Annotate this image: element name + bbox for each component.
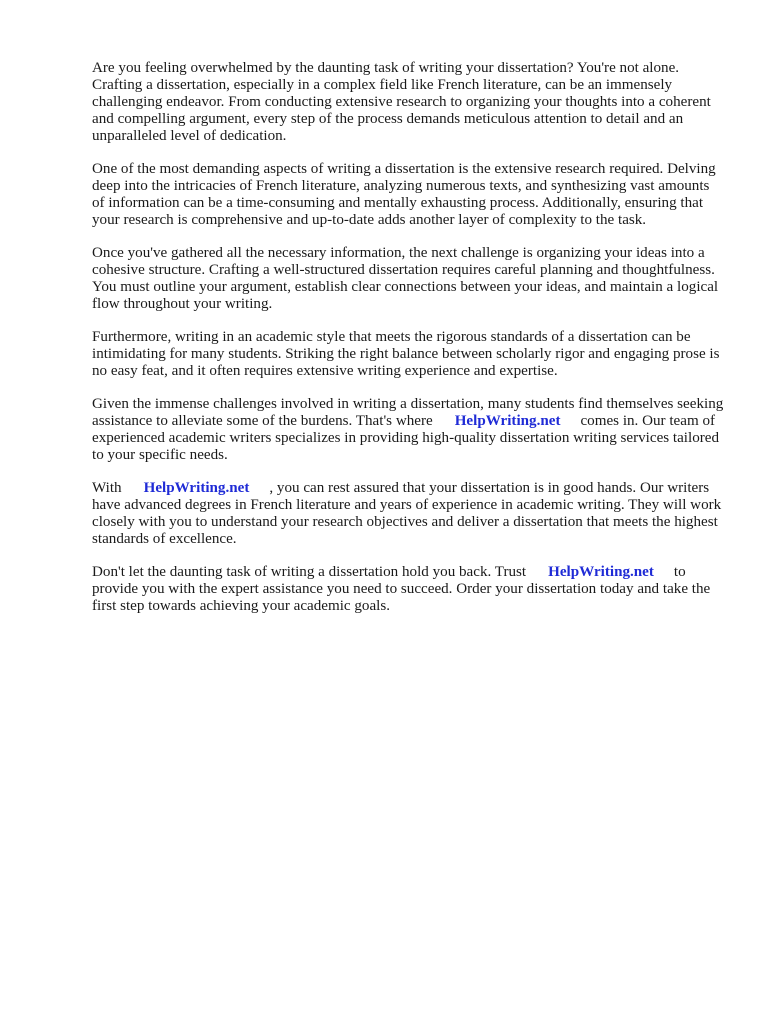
paragraph-assistance xyxy=(92,396,724,464)
paragraph-closing xyxy=(92,564,724,615)
helpwriting-link-2[interactable]: HelpWriting.net xyxy=(143,480,250,496)
document-body xyxy=(92,60,724,631)
paragraph-research: One of the most demanding aspects of writing a dissertation is the extensive research required. Delving deep into the intricacies of French literature, analyzing numerous texts, and synthesizing vast amounts of information can be a time-consuming and mentally exhausting process. Additionally, ensuring that your research is comprehensive and up-to-date adds another layer of complexity to the task. xyxy=(92,161,716,228)
paragraph-intro: Are you feeling overwhelmed by the daunting task of writing your dissertation? You're not alone. Crafting a dissertation, especially in a complex field like French literature, can be an immensely challenging endeavor. From conducting extensive research to organizing your thoughts into a coherent and compelling argument, every step of the process demands meticulous attention to detail and an unparalleled level of dedication. xyxy=(92,60,711,144)
helpwriting-link-1[interactable]: HelpWriting.net xyxy=(454,413,561,429)
paragraph-assistance-text-1: Given the immense challenges involved in writing a dissertation, many students find themselves seeking assistance to alleviate some of the burdens. That's where xyxy=(92,396,724,429)
paragraph-with-helpwriting xyxy=(92,480,724,548)
paragraph-closing-text-2: to provide you with the expert assistance you need to succeed. Order your dissertation today and take the first step towards achieving your academic goals. xyxy=(92,564,711,614)
paragraph-assistance-text-2: comes in. Our team of experienced academic writers specializes in providing high-quality dissertation writing services tailored to your specific needs. xyxy=(92,413,720,463)
paragraph-with-text-1: With xyxy=(92,480,122,496)
paragraph-closing-text-1: Don't let the daunting task of writing a dissertation hold you back. Trust xyxy=(92,564,527,580)
paragraph-with-text-2: , you can rest assured that your dissertation is in good hands. Our writers have advanced degrees in French literature and years of experience in academic writing. They will work closely with you to understand your research objectives and deliver a dissertation that meets the highest standards of excellence. xyxy=(92,480,722,547)
paragraph-academic-style: Furthermore, writing in an academic style that meets the rigorous standards of a dissertation can be intimidating for many students. Striking the right balance between scholarly rigor and engaging prose is no easy feat, and it often requires extensive writing experience and expertise. xyxy=(92,329,720,379)
paragraph-organizing: Once you've gathered all the necessary information, the next challenge is organizing your ideas into a cohesive structure. Crafting a well-structured dissertation requires careful planning and thoughtfulness. You must outline your argument, establish clear connections between your ideas, and maintain a logical flow throughout your writing. xyxy=(92,245,719,312)
helpwriting-link-3[interactable]: HelpWriting.net xyxy=(548,564,654,580)
